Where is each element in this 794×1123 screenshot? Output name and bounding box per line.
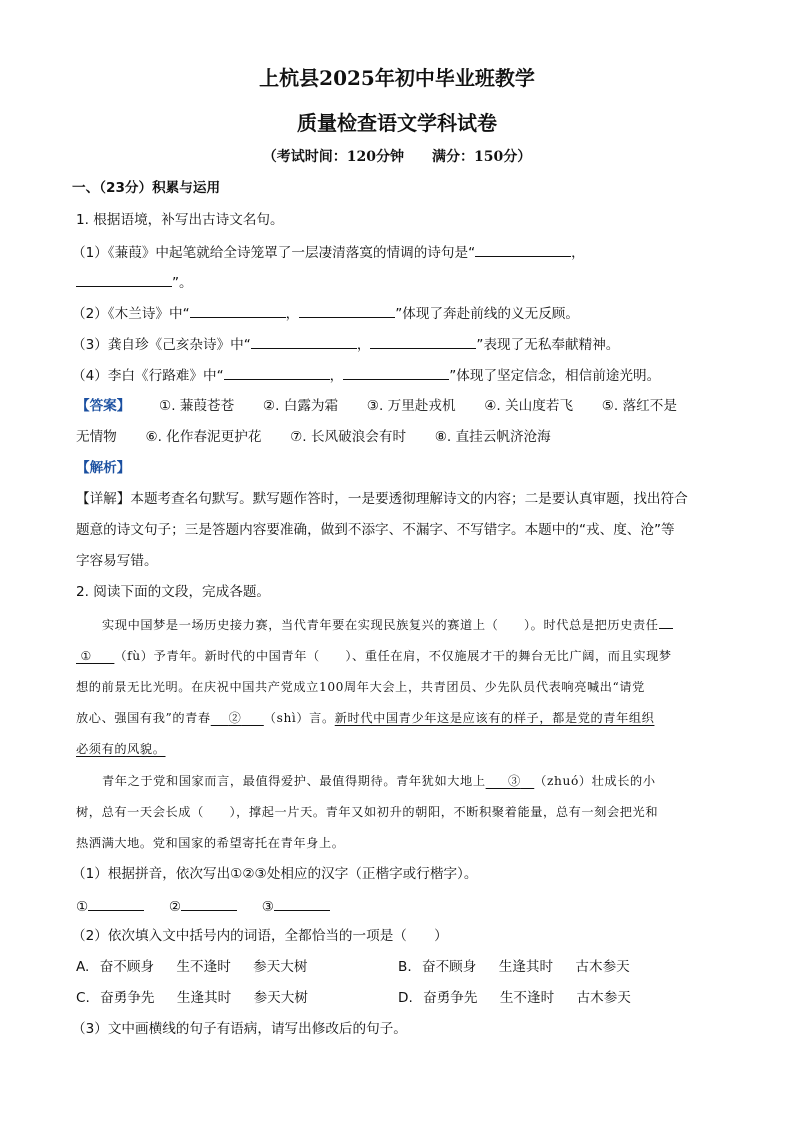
answer-blank[interactable] [299,302,395,318]
option-word: 奋不顾身 [421,959,477,975]
answer-blank[interactable] [274,895,330,911]
answer-num: ③. [366,398,384,414]
passage-line [76,734,720,765]
option-word: 奋勇争先 [100,990,155,1006]
answer-item: 白露为霜 [283,398,339,414]
detail-line1: 【详解】本题考查名句默写。默写题作答时，一是要透彻理解诗文的内容；二是要认真审题，找出符合 [76,491,688,507]
q1-part3-tail: ”表现了无私奉献精神。 [476,337,620,353]
answer-blank[interactable] [181,895,237,911]
detail-line2: 题意的诗文句子；三是答题内容要准确，做到不添字、不漏字、不写错字。本题中的“戎、度、沧”等 [76,522,675,538]
q1-part1-text: （1）《蒹葭》中起笔就给全诗笼罩了一层凄清落寞的情调的诗句是“ [72,245,476,261]
q1-part2-text: （2）《木兰诗》中“ [72,306,190,322]
detail-line3: 字容易写错。 [76,553,158,569]
section-heading: 一、（23分）积累与运用 [72,180,221,196]
exam-info: （考试时间：120分钟 满分：150分） [262,149,532,165]
underlined-sentence: 必须有的风貌。 [76,742,166,756]
q2-sub1: （1）根据拼音，依次写出①②③处相应的汉字（正楷字或行楷字）。 [72,866,478,882]
q1-stem: 1. 根据语境，补写出古诗文名句。 [76,212,284,228]
comma: ， [571,245,585,261]
q1-part3-text: （3）龚自珍《己亥杂诗》中“ [72,337,251,353]
q1-answer-row1 [76,396,677,416]
answer-item: 化作春泥更护花 [166,429,262,445]
answer-item: 落红不是 [622,398,677,414]
passage-line [102,610,746,641]
blank-marker-1[interactable] [76,649,114,663]
q1-answer-row2 [76,427,551,447]
answer-item: 无情物 [76,429,117,445]
answer-num: ②. [262,398,280,414]
answer-item: 万里赴戎机 [387,398,456,414]
option-a[interactable] [76,957,308,977]
q2-stem: 2. 阅读下面的文段，完成各题。 [76,584,271,600]
option-d[interactable] [398,988,631,1008]
answer-label: 【答案】 [76,398,131,414]
answer-num: ⑧. [434,429,452,445]
blank-num: ③ [261,899,274,915]
option-word: 参天大树 [253,990,308,1006]
comma: ， [356,337,371,353]
passage-text: 实现中国梦是一场历史接力赛，当代青年要在实现民族复兴的赛道上（ ）。时代总是把历史责任 [102,618,659,632]
answer-blank[interactable] [251,333,357,349]
answer-blank[interactable] [190,302,286,318]
blank-num: ① [76,899,89,915]
passage-text: 放心、强国有我”的青春 [76,711,211,725]
answer-blank[interactable] [88,895,144,911]
analysis-label: 【解析】 [76,460,131,476]
option-word: 参天大树 [253,959,308,975]
q1-part3 [72,333,619,355]
marker-num: ② [228,711,242,725]
comma: ， [285,306,300,322]
option-word: 奋不顾身 [99,959,155,975]
answer-blank[interactable] [370,333,476,349]
q1-part4-text: （4）李白《行路难》中“ [72,368,224,384]
passage-text: （shì）言。 [263,711,335,725]
passage-text: （zhuó）壮成长的小 [534,774,656,788]
answer-blank[interactable] [343,364,449,380]
answer-item: 关山度若飞 [505,398,574,414]
passage-line: 树，总有一天会长成（ ），撑起一片天。青年又如初升的朝阳，不断积聚着能量，总有一刻会把光和 [76,805,659,819]
answer-blank[interactable] [224,364,330,380]
answer-num: ⑤. [601,398,619,414]
comma: ， [329,368,344,384]
q1-part4-tail: ”体现了坚定信念，相信前途光明。 [449,368,661,384]
close-quote: ”。 [172,275,193,291]
answer-num: ⑦. [290,429,307,445]
passage-line [76,703,720,734]
option-c[interactable] [76,988,308,1008]
option-word: 古木参天 [576,990,631,1006]
exam-title-line2: 质量检查语文学科试卷 [297,111,497,135]
option-label: D. [398,990,413,1006]
answer-item: 长风破浪会有时 [310,429,407,445]
answer-blank[interactable] [659,614,673,629]
passage-text: （fù）予青年。新时代的中国青年（ ）、重任在肩，不仅施展才干的舞台无比广阔，而且实现梦 [114,649,672,663]
blank-marker-3[interactable] [486,774,535,788]
exam-title-line1: 上杭县2025年初中毕业班教学 [259,66,535,90]
option-word: 生逢其时 [498,959,554,975]
passage-line [102,766,746,797]
option-word: 生逢其时 [176,990,232,1006]
marker-num: ① [80,649,93,663]
option-word: 奋勇争先 [423,990,478,1006]
answer-blank[interactable] [475,241,571,257]
answer-num: ⑥. [145,429,162,445]
passage-line [76,641,720,672]
blank-marker-2[interactable] [211,711,264,725]
q1-part4 [72,364,660,386]
answer-num: ①. [159,398,176,414]
q1-part1-cont [76,271,193,293]
answer-blank[interactable] [76,271,172,287]
option-word: 生不逢时 [499,990,555,1006]
q1-part1 [72,241,585,263]
blank-num: ② [168,899,182,915]
option-label: B. [398,959,412,975]
option-label: C. [76,990,90,1006]
q1-part2 [72,302,579,324]
passage-line: 想的前景无比光明。在庆祝中国共产党成立100周年大会上，共青团员、少先队员代表响亮喊出“请党 [76,680,645,694]
answer-item: 直挂云帆济沧海 [455,429,551,445]
q2-sub2: （2）依次填入文中括号内的词语，全都恰当的一项是（ ） [72,928,448,944]
option-label: A. [76,959,90,975]
q2-sub3: （3）文中画横线的句子有语病，请写出修改后的句子。 [72,1021,407,1037]
passage-text: 青年之于党和国家而言，最值得爱护、最值得期待。青年犹如大地上 [102,774,486,788]
q1-part2-tail: ”体现了奔赴前线的义无反顾。 [395,306,579,322]
marker-num: ③ [508,774,521,788]
option-b[interactable] [398,957,630,977]
answer-item: 蒹葭苍苍 [179,398,235,414]
answer-num: ④. [484,398,501,414]
underlined-sentence: 新时代中国青少年这是应该有的样子，都是党的青年组织 [334,711,655,725]
option-word: 生不逢时 [176,959,231,975]
q2-sub1-blanks [76,895,330,917]
option-word: 古木参天 [575,959,630,975]
passage-line: 热洒满大地。党和国家的希望寄托在青年身上。 [76,836,345,850]
